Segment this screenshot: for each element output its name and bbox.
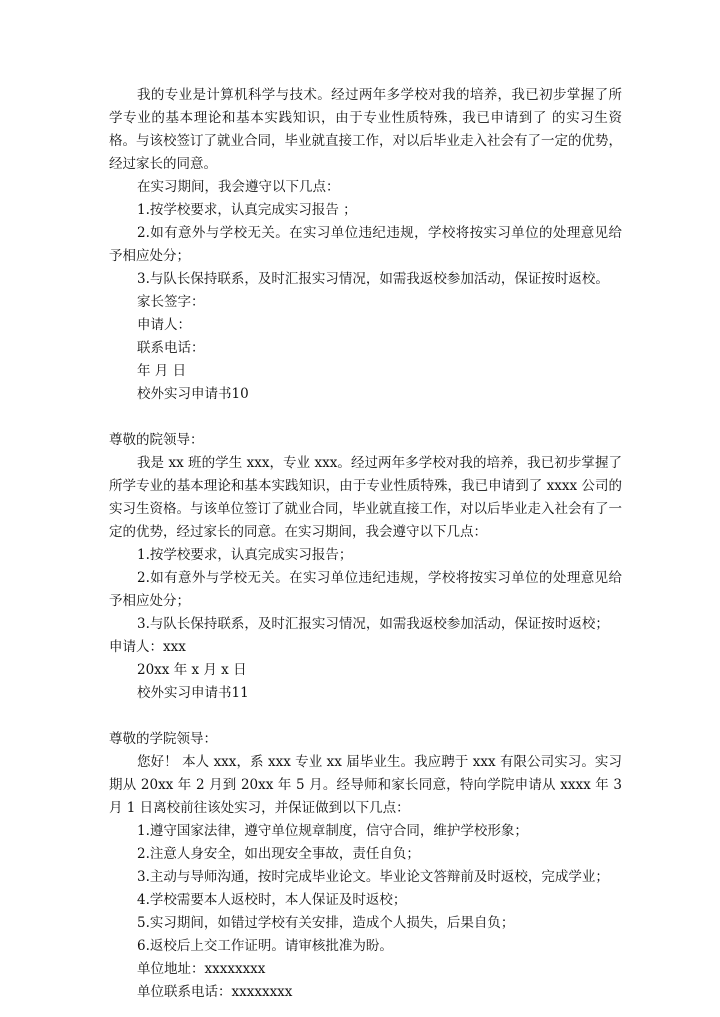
s10-item-3: 3.与队长保持联系，及时汇报实习情况，如需我返校参加活动，保证按时返校； [137,616,609,632]
s9-item-2: 2.如有意外与学校无关。在实习单位违纪违规，学校将按实习单位的处理意见给予相应处分； [109,225,622,264]
s11-item-6: 6.返校后上交工作证明。请审核批准为盼。 [137,938,393,954]
s9-phone: 联系电话： [137,340,205,356]
s10-applicant: 申请人：xxx [109,639,186,655]
s11-address: 单位地址：xxxxxxxx [137,961,266,977]
s10-item-1: 1.按学校要求，认真完成实习报告； [137,547,353,563]
s9-item-1: 1.按学校要求，认真完成实习报告 ； [137,202,357,218]
s9-date: 年 月 日 [137,363,187,379]
spacer [109,705,622,728]
s9-parent-sign: 家长签字： [137,294,205,310]
s11-item-5: 5.实习期间，如错过学校有关安排，造成个人损失，后果自负； [137,915,515,931]
s10-body: 我是 xx 班的学生 xxx，专业 xxx。经过两年多学校对我的培养，我已初步掌握了所学专业的基本理论和基本实践知识，由于专业性质特殊，我已申请到了 xxxx 公司的实习生资格。与该单位签订了就业合同，毕业就直接工作，对以后毕业走入社会有了一定的优势，经过家长的同意。在实习期间，我会遵守以下几点： [109,455,622,540]
document-page [109,84,622,1004]
s9-applicant: 申请人： [137,317,191,333]
s9-item-3: 3.与队长保持联系，及时汇报实习情况，如需我返校参加活动，保证按时返校。 [137,271,609,287]
s11-item-4: 4.学校需要本人返校时，本人保证及时返校； [137,892,407,908]
s11-salutation: 尊敬的学院领导： [109,731,217,747]
s11-item-2: 2.注意人身安全，如出现安全事故，责任自负； [137,846,420,862]
s10-item-2: 2.如有意外与学校无关。在实习单位违纪违规，学校将按实习单位的处理意见给予相应处分； [109,570,622,609]
s10-date: 20xx 年 x 月 x 日 [137,662,247,678]
s11-body: 您好！ 本人 xxx，系 xxx 专业 xx 届毕业生。我应聘于 xxx 有限公司实习。实习期从 20xx 年 2 月到 20xx 年 5 月。经导师和家长同意，特向学院申请从 xxxx 年 3 月 1 日离校前往该处实习，并保证做到以下几点： [109,754,622,816]
s11-item-3: 3.主动与导师沟通，按时完成毕业论文。毕业论文答辩前及时返校，完成学业； [137,869,609,885]
s11-item-1: 1.遵守国家法律，遵守单位规章制度，信守合同，维护学校形象； [137,823,528,839]
spacer [109,406,622,429]
s10-title: 校外实习申请书10 [137,386,249,402]
s11-title: 校外实习申请书11 [137,685,249,701]
s9-intro: 我的专业是计算机科学与技术。经过两年多学校对我的培养，我已初步掌握了所学专业的基本理论和基本实践知识，由于专业性质特殊，我已申请到了 的实习生资格。与该校签订了就业合同，毕业就直接工作，对以后毕业走入社会有了一定的优势，经过家长的同意。 [109,87,622,172]
s9-lead: 在实习期间，我会遵守以下几点： [137,179,340,195]
s10-salutation: 尊敬的院领导： [109,432,204,448]
s11-unit-phone: 单位联系电话：xxxxxxxx [137,984,293,1000]
